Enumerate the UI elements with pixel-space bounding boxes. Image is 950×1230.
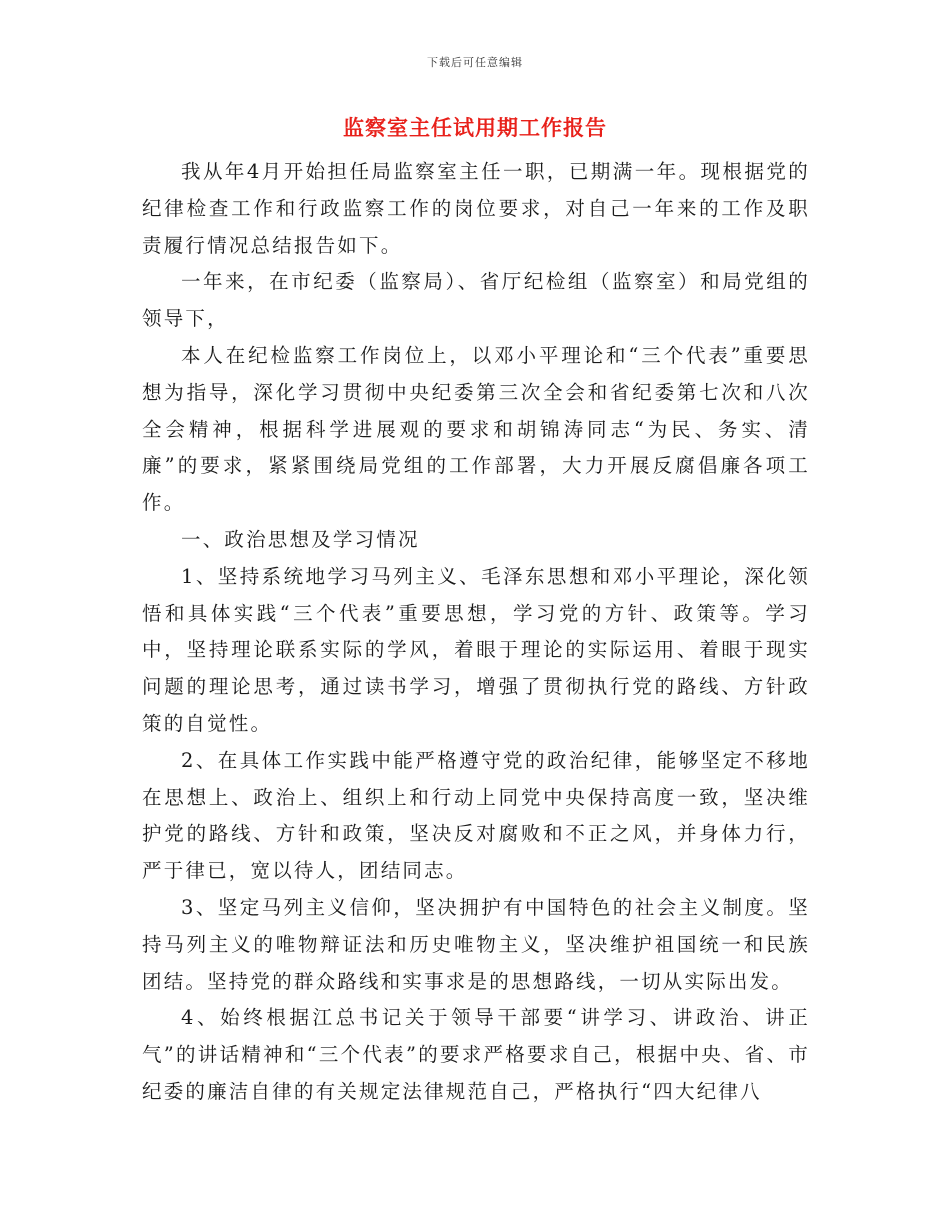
paragraph: 2、在具体工作实践中能严格遵守党的政治纪律，能够坚定不移地在思想上、政治上、组织上和行动上同党中央保持高度一致，坚决维护党的路线、方针和政策，坚决反对腐败和不正之风，并身体力行，严于律已，宽以待人，团结同志。 [142, 748, 810, 883]
document-body [142, 154, 810, 1111]
paragraph: 3、坚定马列主义信仰，坚决拥护有中国特色的社会主义制度。坚持马列主义的唯物辩证法和历史唯物主义，坚决维护祖国统一和民族团结。坚持党的群众路线和实事求是的思想路线，一切从实际出发。 [142, 895, 810, 993]
paragraph: 我从年4月开始担任局监察室主任一职，已期满一年。现根据党的纪律检查工作和行政监察工作的岗位要求，对自己一年来的工作及职责履行情况总结报告如下。 [142, 160, 810, 257]
section-heading: 一、政治思想及学习情况 [181, 527, 420, 551]
header-note: 下载后可任意编辑 [427, 56, 523, 69]
paragraph: 1、坚持系统地学习马列主义、毛泽东思想和邓小平理论，深化领悟和具体实践“三个代表”重要思想，学习党的方针、政策等。学习中，坚持理论联系实际的学风，着眼于理论的实际运用、着眼于现实问题的理论思考，通过读书学习，增强了贯彻执行党的路线、方针政策的自觉性。 [142, 564, 810, 735]
paragraph: 本人在纪检监察工作岗位上，以邓小平理论和“三个代表”重要思想为指导，深化学习贯彻中央纪委第三次全会和省纪委第七次和八次全会精神，根据科学进展观的要求和胡锦涛同志“为民、务实、清廉”的要求，紧紧围绕局党组的工作部署，大力开展反腐倡廉各项工作。 [142, 343, 810, 515]
paragraph: 4、始终根据江总书记关于领导干部要“讲学习、讲政治、讲正气”的讲话精神和“三个代表”的要求严格要求自己，根据中央、省、市纪委的廉洁自律的有关规定法律规范自己，严格执行“四大纪律八 [142, 1006, 810, 1103]
page-title: 监察室主任试用期工作报告 [343, 115, 607, 140]
paragraph: 一年来，在市纪委（监察局）、省厅纪检组（监察室）和局党组的领导下， [142, 270, 810, 331]
